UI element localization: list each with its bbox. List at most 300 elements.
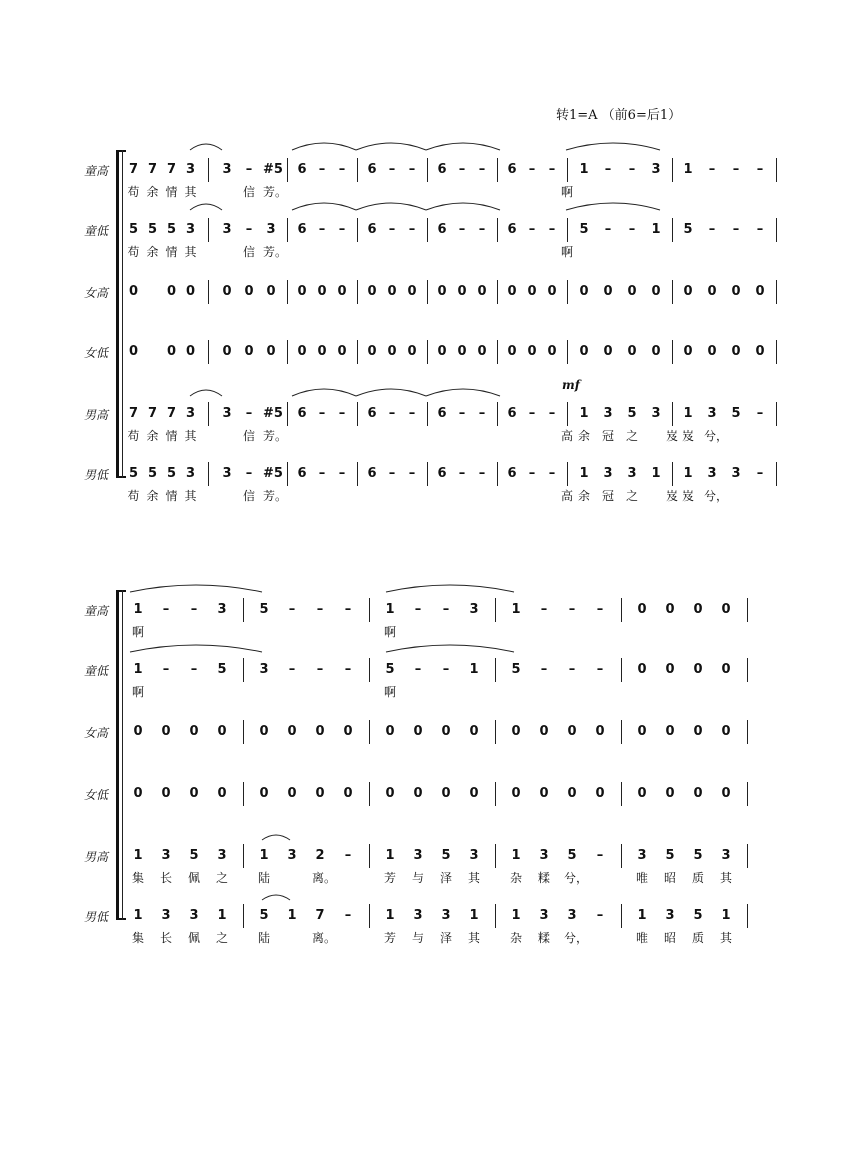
lyric-syllable: 佩	[187, 931, 200, 945]
note: 0	[189, 724, 199, 739]
note: 0	[189, 786, 199, 801]
lyric-syllable: 质	[691, 871, 704, 885]
note: 0	[337, 284, 347, 299]
note: 7	[147, 162, 158, 177]
lyric-syllable: 岌	[665, 429, 678, 443]
note: –	[288, 602, 296, 617]
note: 6	[507, 466, 517, 481]
note: 3	[266, 222, 276, 237]
note: 0	[721, 662, 731, 677]
lyric-syllable: 泽	[439, 931, 452, 945]
note: 0	[721, 602, 731, 617]
lyric-syllable: 之	[625, 429, 638, 443]
tie-slur	[190, 144, 222, 150]
note: –	[756, 406, 764, 421]
note: 3	[287, 848, 297, 863]
note: 0	[637, 602, 647, 617]
note: 1	[133, 908, 143, 923]
tie-slur	[426, 143, 500, 150]
note: 1	[133, 848, 143, 863]
lyric-syllable: 情	[165, 185, 178, 199]
note: 1	[511, 602, 521, 617]
note: –	[528, 466, 536, 481]
note: 6	[297, 466, 307, 481]
note: –	[568, 602, 576, 617]
note: –	[478, 162, 486, 177]
note: 0	[217, 724, 227, 739]
lyric-syllable: 陆	[257, 931, 270, 945]
note: 1	[511, 848, 521, 863]
lyric-syllable: 啊	[131, 685, 144, 699]
lyric-syllable: 唯	[635, 931, 648, 945]
voice-label: 男高	[83, 850, 108, 864]
note: 0	[161, 724, 171, 739]
note: –	[756, 466, 764, 481]
lyric-syllable: 集	[131, 871, 144, 885]
note: 3	[222, 406, 232, 421]
note: –	[628, 162, 636, 177]
note: 6	[507, 406, 517, 421]
lyric-syllable: 情	[165, 489, 178, 503]
note: 5	[385, 662, 395, 677]
note: 1	[637, 908, 647, 923]
note: 0	[683, 344, 693, 359]
note: 0	[337, 344, 347, 359]
slur	[566, 143, 660, 150]
note: 0	[259, 786, 269, 801]
note: –	[478, 406, 486, 421]
note: 0	[161, 786, 171, 801]
note: 0	[217, 786, 227, 801]
note: –	[338, 406, 346, 421]
lyric-syllable: 昭	[663, 871, 676, 885]
note: –	[388, 406, 396, 421]
note: 1	[259, 848, 269, 863]
lyric-syllable: 啊	[383, 685, 396, 699]
note: –	[338, 222, 346, 237]
note: 6	[367, 222, 377, 237]
note: 0	[507, 284, 517, 299]
note: 0	[511, 724, 521, 739]
note: 0	[665, 662, 675, 677]
note: 0	[665, 724, 675, 739]
note: 0	[579, 284, 589, 299]
note: 0	[385, 724, 395, 739]
lyric-syllable: 苟	[127, 245, 140, 259]
lyric-syllable: 之	[215, 871, 228, 885]
note: –	[548, 222, 556, 237]
voice-label: 女高	[83, 726, 108, 740]
note: –	[458, 406, 466, 421]
note: 6	[437, 466, 447, 481]
note: 0	[507, 344, 517, 359]
note: 6	[367, 466, 377, 481]
note: 0	[637, 662, 647, 677]
note: 3	[707, 406, 717, 421]
note: 6	[367, 406, 377, 421]
note: 3	[185, 406, 196, 421]
note: 0	[387, 284, 397, 299]
note: 2	[315, 848, 325, 863]
note: 6	[437, 222, 447, 237]
note: –	[414, 662, 422, 677]
note: 0	[437, 284, 447, 299]
note: 0	[469, 724, 479, 739]
lyric-syllable: 情	[165, 245, 178, 259]
lyric-syllable: 苟	[127, 489, 140, 503]
lyric-syllable: 集	[131, 931, 144, 945]
lyric-syllable: 冠	[601, 489, 614, 503]
lyric-syllable: 冠	[601, 429, 614, 443]
note: –	[478, 466, 486, 481]
note: 0	[343, 724, 353, 739]
note: 0	[185, 284, 196, 299]
note: #5	[263, 466, 283, 481]
lyric-syllable: 糅	[537, 871, 550, 885]
lyric-syllable: 与	[411, 931, 424, 945]
note: 3	[707, 466, 717, 481]
tie-slur	[292, 143, 356, 150]
note: 0	[343, 786, 353, 801]
lyric-syllable: 啊	[560, 245, 573, 259]
note: –	[245, 162, 253, 177]
note: 0	[731, 284, 741, 299]
lyric-syllable: 芳	[383, 931, 396, 945]
note: 0	[133, 724, 143, 739]
note: 6	[507, 222, 517, 237]
note: 0	[527, 284, 537, 299]
note: 3	[161, 848, 171, 863]
note: 3	[222, 466, 232, 481]
note: 0	[595, 786, 605, 801]
note: –	[288, 662, 296, 677]
note: 0	[603, 284, 613, 299]
note: –	[756, 162, 764, 177]
note: 3	[217, 848, 227, 863]
note: 0	[244, 344, 254, 359]
note: –	[388, 222, 396, 237]
note: 0	[755, 344, 765, 359]
lyric-syllable: 芳	[383, 871, 396, 885]
dynamic-marking: mf	[562, 378, 580, 392]
note: 3	[222, 222, 232, 237]
note: 1	[385, 602, 395, 617]
note: 6	[507, 162, 517, 177]
note: 0	[693, 662, 703, 677]
note: 6	[297, 162, 307, 177]
note: –	[732, 222, 740, 237]
note: 3	[217, 602, 227, 617]
note: –	[190, 662, 198, 677]
note: 3	[731, 466, 741, 481]
note: –	[408, 406, 416, 421]
note: 0	[547, 284, 557, 299]
note: –	[756, 222, 764, 237]
note: 0	[222, 284, 232, 299]
lyric-syllable: 信	[242, 185, 255, 199]
note: 0	[567, 786, 577, 801]
lyric-syllable: 离。	[312, 931, 337, 945]
note: 1	[287, 908, 297, 923]
lyric-syllable: 之	[215, 931, 228, 945]
note: 6	[437, 406, 447, 421]
lyric-syllable: 苟	[127, 429, 140, 443]
note: 3	[413, 848, 423, 863]
lyric-syllable: 杂	[509, 931, 522, 945]
note: 7	[166, 162, 177, 177]
note: 1	[683, 466, 693, 481]
note: 3	[651, 162, 661, 177]
note: 0	[413, 786, 423, 801]
note: 0	[166, 344, 177, 359]
voice-label: 童高	[83, 164, 108, 178]
note: 0	[511, 786, 521, 801]
note: 0	[693, 602, 703, 617]
note: 5	[693, 848, 703, 863]
note: 3	[665, 908, 675, 923]
lyric-syllable: 陆	[257, 871, 270, 885]
lyric-syllable: 芳。	[263, 245, 288, 259]
lyric-syllable: 余	[577, 489, 590, 503]
lyric-syllable: 芳。	[263, 489, 288, 503]
note: –	[458, 222, 466, 237]
note: 1	[385, 848, 395, 863]
lyric-syllable: 岌	[681, 429, 694, 443]
tie-slur	[356, 389, 426, 396]
voice-label: 男低	[83, 910, 108, 924]
note: –	[338, 466, 346, 481]
lyric-syllable: 啊	[560, 185, 573, 199]
lyric-syllable: 余	[577, 429, 590, 443]
lyric-syllable: 芳。	[263, 185, 288, 199]
note: 3	[189, 908, 199, 923]
note: 0	[755, 284, 765, 299]
note: –	[540, 602, 548, 617]
note: 3	[469, 602, 479, 617]
lyric-syllable: 与	[411, 871, 424, 885]
lyric-syllable: 其	[184, 489, 197, 503]
note: –	[628, 222, 636, 237]
lyric-syllable: 余	[146, 245, 159, 259]
note: 5	[189, 848, 199, 863]
note: –	[245, 406, 253, 421]
note: 0	[387, 344, 397, 359]
lyric-syllable: 其	[184, 245, 197, 259]
lyric-syllable: 其	[467, 871, 480, 885]
note: 0	[407, 284, 417, 299]
lyric-syllable: 信	[242, 489, 255, 503]
note: –	[414, 602, 422, 617]
note: 5	[217, 662, 227, 677]
note: 3	[469, 848, 479, 863]
tie-slur	[292, 389, 356, 396]
lyric-syllable: 唯	[635, 871, 648, 885]
note: 0	[287, 786, 297, 801]
lyric-syllable: 之	[625, 489, 638, 503]
note: 3	[651, 406, 661, 421]
note: 0	[595, 724, 605, 739]
tie-slur	[426, 389, 500, 396]
note: 1	[469, 662, 479, 677]
note: 0	[413, 724, 423, 739]
note: 0	[539, 724, 549, 739]
lyric-syllable: 杂	[509, 871, 522, 885]
note: –	[344, 848, 352, 863]
tie-slur	[262, 895, 290, 900]
note: 0	[707, 284, 717, 299]
note: –	[316, 602, 324, 617]
note: 0	[651, 344, 661, 359]
note: –	[596, 908, 604, 923]
tie-slur	[292, 203, 356, 210]
note: –	[344, 602, 352, 617]
lyric-syllable: 啊	[131, 625, 144, 639]
note: 0	[287, 724, 297, 739]
note: 0	[222, 344, 232, 359]
note: –	[708, 162, 716, 177]
note: 1	[469, 908, 479, 923]
note: 0	[367, 284, 377, 299]
note: –	[596, 602, 604, 617]
note: –	[318, 162, 326, 177]
tie-slur	[190, 390, 222, 396]
note: 3	[185, 162, 196, 177]
note: 0	[315, 724, 325, 739]
note: 5	[627, 406, 637, 421]
note: –	[458, 162, 466, 177]
note: –	[442, 602, 450, 617]
note: 0	[547, 344, 557, 359]
note: –	[388, 466, 396, 481]
lyric-syllable: 余	[146, 185, 159, 199]
note: 0	[469, 786, 479, 801]
slur	[386, 585, 514, 592]
note: 0	[527, 344, 537, 359]
note: 5	[166, 222, 177, 237]
voice-label: 女低	[83, 788, 108, 802]
note: 3	[567, 908, 577, 923]
note: 3	[441, 908, 451, 923]
note: 0	[266, 344, 276, 359]
note: 5	[579, 222, 589, 237]
lyric-syllable: 其	[719, 871, 732, 885]
note: 7	[147, 406, 158, 421]
key-change-marking: 转1=A （前6=后1）	[556, 108, 682, 123]
note: –	[548, 162, 556, 177]
note: 0	[367, 344, 377, 359]
note: #5	[263, 162, 283, 177]
note: 5	[259, 908, 269, 923]
note: 0	[683, 284, 693, 299]
note: –	[540, 662, 548, 677]
voice-label: 童低	[83, 224, 108, 238]
lyric-syllable: 兮，	[564, 871, 589, 885]
note: 0	[185, 344, 196, 359]
voice-label: 女高	[83, 286, 108, 300]
note: 0	[603, 344, 613, 359]
note: –	[316, 662, 324, 677]
note: 0	[441, 724, 451, 739]
note: 0	[457, 284, 467, 299]
note: –	[245, 222, 253, 237]
slur	[386, 645, 514, 652]
note: –	[344, 662, 352, 677]
lyric-syllable: 泽	[439, 871, 452, 885]
note: 5	[683, 222, 693, 237]
note: 3	[185, 466, 196, 481]
note: 0	[477, 344, 487, 359]
note: –	[732, 162, 740, 177]
note: 0	[407, 344, 417, 359]
note: 5	[693, 908, 703, 923]
note: –	[596, 662, 604, 677]
lyric-syllable: 其	[184, 429, 197, 443]
note: 0	[665, 602, 675, 617]
note: 7	[128, 162, 139, 177]
note: –	[338, 162, 346, 177]
note: 0	[166, 284, 177, 299]
lyric-syllable: 兮，	[704, 429, 729, 443]
note: 0	[128, 284, 139, 299]
note: –	[528, 222, 536, 237]
note: 0	[317, 344, 327, 359]
note: 0	[133, 786, 143, 801]
note: –	[458, 466, 466, 481]
note: 0	[693, 724, 703, 739]
note: 5	[665, 848, 675, 863]
lyric-syllable: 高	[560, 489, 573, 503]
note: 3	[222, 162, 232, 177]
note: 1	[133, 602, 143, 617]
note: –	[548, 466, 556, 481]
note: –	[528, 406, 536, 421]
note: 1	[683, 406, 693, 421]
note: 6	[297, 222, 307, 237]
note: 0	[579, 344, 589, 359]
tie-slur	[356, 203, 426, 210]
note: –	[708, 222, 716, 237]
note: 1	[721, 908, 731, 923]
note: 7	[166, 406, 177, 421]
note: 3	[627, 466, 637, 481]
tie-slur	[426, 203, 500, 210]
note: 5	[731, 406, 741, 421]
slur	[130, 585, 262, 592]
lyric-syllable: 余	[146, 489, 159, 503]
lyric-syllable: 余	[146, 429, 159, 443]
voice-label: 童低	[83, 664, 108, 678]
note: 1	[651, 466, 661, 481]
note: 0	[244, 284, 254, 299]
note: –	[245, 466, 253, 481]
voice-label: 女低	[83, 346, 108, 360]
voice-label: 男低	[83, 468, 108, 482]
note: 1	[511, 908, 521, 923]
note: –	[478, 222, 486, 237]
note: 5	[259, 602, 269, 617]
note: 5	[128, 466, 139, 481]
note: 3	[603, 466, 613, 481]
note: –	[318, 466, 326, 481]
note: 1	[579, 466, 589, 481]
note: 7	[315, 908, 325, 923]
note: –	[162, 662, 170, 677]
note: 3	[637, 848, 647, 863]
note: 3	[539, 848, 549, 863]
note: –	[162, 602, 170, 617]
slur	[566, 203, 660, 210]
note: 0	[651, 284, 661, 299]
